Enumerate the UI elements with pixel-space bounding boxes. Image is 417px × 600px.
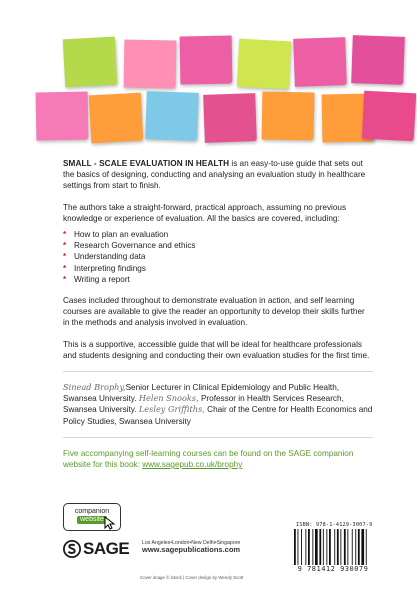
sticky-note — [63, 37, 117, 88]
back-cover-text — [63, 158, 373, 480]
barcode-bar — [305, 529, 306, 565]
list-item: * Research Governance and ethics — [63, 240, 373, 251]
author-bio: Chair of the Centre for Health Economics and Policy Studies, Swansea University — [63, 405, 373, 426]
sticky-note — [124, 40, 177, 89]
author-signature: Helen Snooks, — [138, 393, 199, 404]
barcode-number: 9 781412 930079 — [297, 565, 369, 573]
isbn-label: ISBN: 978-1-4129-3007-9 — [296, 522, 373, 528]
publisher-name: SAGE — [83, 539, 130, 558]
list-item: * How to plan an evaluation — [63, 229, 373, 240]
sticky-note — [89, 93, 143, 144]
barcode-bar — [344, 529, 346, 565]
barcode-bar — [315, 529, 318, 565]
barcode-bar — [298, 529, 299, 565]
website-label: website — [77, 516, 107, 524]
topics-list — [63, 229, 373, 285]
barcode-bar — [294, 529, 296, 565]
sticky-note — [203, 93, 257, 143]
barcode-icon — [292, 529, 374, 565]
sage-logo-icon — [63, 540, 81, 558]
barcode-bar — [347, 529, 348, 565]
approach-paragraph: The authors take a straight-forward, practical approach, assuming no previous knowledge or experience of evaluation. All the basics are covered, including: — [63, 202, 347, 223]
supportive-paragraph: This is a supportive, accessible guide that will be ideal for healthcare professionals and students designing and conducting their own evaluation studies for the first time. — [63, 339, 370, 360]
book-title: SMALL - SCALE EVALUATION IN HEALTH — [63, 159, 230, 168]
authors-paragraph — [63, 382, 373, 427]
sticky-note — [180, 36, 233, 85]
author-bio: Professor in Health Services Research, Swansea University. — [63, 394, 344, 415]
barcode-bar — [334, 529, 335, 565]
barcode-bar — [326, 529, 327, 565]
author-bio: Senior Lecturer in Clinical Epidemiology and Public Health, Swansea University. — [63, 383, 340, 404]
sticky-notes-banner — [0, 0, 417, 140]
list-item: * Understanding data — [63, 251, 373, 262]
barcode-bar — [308, 529, 310, 565]
companion-cta — [63, 448, 373, 470]
publisher-info — [142, 540, 240, 553]
barcode-bar — [301, 529, 302, 565]
sticky-note — [293, 37, 347, 87]
cases-paragraph: Cases included throughout to demonstrate evaluation in action, and self learning courses are available to give the reader an opportunity to develop their skills further in the methods and analysis involved in evaluation. — [63, 296, 365, 328]
sticky-note — [237, 39, 291, 90]
barcode-bar — [358, 529, 360, 565]
sticky-note — [262, 92, 315, 141]
barcode-bar — [312, 529, 313, 565]
intro-rest: is an easy-to-use guide that sets out the basics of designing, conducting and analysing an evaluation study in healthcare settings from start to finish. — [63, 159, 366, 191]
companion-label: companion — [74, 508, 110, 515]
divider — [63, 437, 373, 438]
cover-credits: Cover image © istock | Cover design by Wendy Scott — [140, 575, 244, 580]
sticky-note — [145, 91, 199, 141]
barcode-bar — [337, 529, 339, 565]
publisher-url[interactable]: www.sagepublications.com — [142, 544, 241, 554]
barcode-bar — [361, 529, 364, 565]
barcode-bar — [366, 529, 367, 565]
divider — [63, 371, 373, 372]
list-item: * Interpreting findings — [63, 263, 373, 274]
barcode-bar — [323, 529, 324, 565]
publisher-cities: Los Angeles•London•New Delhi•Singapore — [142, 540, 241, 546]
author-signature: Sinead Brophy, — [63, 382, 126, 393]
barcode-bar — [340, 529, 341, 565]
barcode-bar — [319, 529, 321, 565]
sticky-note — [351, 35, 405, 85]
barcode — [292, 522, 374, 577]
author-signature: Lesley Griffiths, — [138, 404, 205, 415]
list-item: * Writing a report — [63, 274, 373, 285]
barcode-bar — [352, 529, 353, 565]
barcode-bar — [329, 529, 331, 565]
intro-paragraph — [63, 158, 373, 192]
companion-link[interactable]: www.sagepub.co.uk/brophy — [142, 460, 243, 470]
sticky-note — [362, 91, 416, 142]
cursor-icon — [104, 516, 116, 530]
barcode-bar — [355, 529, 356, 565]
cta-text: Five accompanying self-learning courses can be found on the SAGE companion website for this book: — [63, 448, 354, 470]
sticky-note — [36, 92, 89, 141]
